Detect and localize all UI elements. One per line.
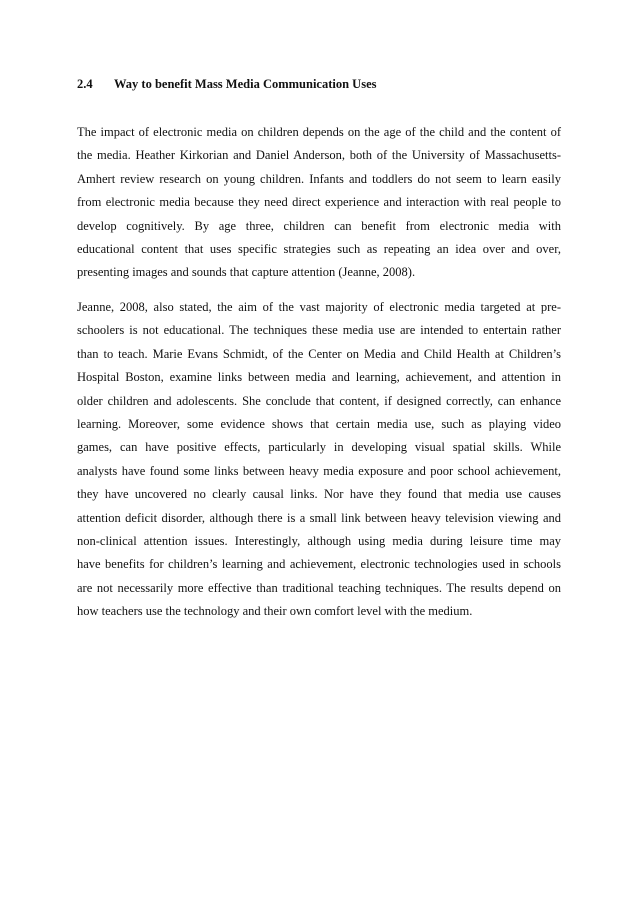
paragraph-line: non-clinical attention issues. Interestingly, although using media during leisure time may bbox=[77, 533, 561, 548]
paragraph-line: than to teach. Marie Evans Schmidt, of the Center on Media and Child Health at Children’s bbox=[77, 346, 561, 361]
paragraph-2 bbox=[77, 296, 561, 623]
paragraph-line: the media. Heather Kirkorian and Daniel Anderson, both of the University of Massachusetts- bbox=[77, 148, 561, 163]
paragraph-line: have benefits for children’s learning and achievement, electronic technologies used in schools bbox=[77, 557, 561, 572]
paragraph-line: games, can have positive effects, particularly in developing visual spatial skills. While bbox=[77, 440, 561, 455]
paragraph-line: presenting images and sounds that capture attention (Jeanne, 2008). bbox=[77, 265, 416, 280]
paragraph-1 bbox=[77, 121, 561, 285]
paragraph-line: educational content that uses specific strategies such as repeating an idea over and over, bbox=[77, 241, 561, 256]
paragraph-line: Amhert review research on young children. Infants and toddlers do not seem to learn easily bbox=[77, 171, 561, 186]
paragraph-line: they have uncovered no clearly causal links. Nor have they found that media use causes bbox=[77, 487, 561, 502]
paragraph-line: Hospital Boston, examine links between media and learning, achievement, and attention in bbox=[77, 370, 561, 385]
section-heading bbox=[77, 77, 377, 92]
paragraph-line: older children and adolescents. She conclude that content, if designed correctly, can enhance bbox=[77, 393, 561, 408]
paragraph-line: analysts have found some links between heavy media exposure and poor school achievement, bbox=[77, 463, 561, 478]
paragraph-line: attention deficit disorder, although there is a small link between heavy television viewing and bbox=[77, 510, 561, 525]
paragraph-line: The impact of electronic media on children depends on the age of the child and the content of bbox=[77, 125, 561, 139]
paragraph-line: Jeanne, 2008, also stated, the aim of the vast majority of electronic media targeted at pre- bbox=[77, 300, 561, 314]
paragraph-line: learning. Moreover, some evidence shows that certain media use, such as playing video bbox=[77, 416, 561, 431]
paragraph-line: are not necessarily more effective than traditional teaching techniques. The results depend on bbox=[77, 580, 561, 595]
section-title: Way to benefit Mass Media Communication Uses bbox=[114, 77, 377, 91]
paragraph-line: how teachers use the technology and their own comfort level with the medium. bbox=[77, 604, 473, 619]
paragraph-line: from electronic media because they need direct experience and interaction with real people to bbox=[77, 195, 561, 210]
paragraph-line: schoolers is not educational. The techniques these media use are intended to entertain rather bbox=[77, 323, 561, 338]
paragraph-line: develop cognitively. By age three, children can benefit from electronic media with bbox=[77, 218, 561, 233]
section-number: 2.4 bbox=[77, 77, 93, 91]
